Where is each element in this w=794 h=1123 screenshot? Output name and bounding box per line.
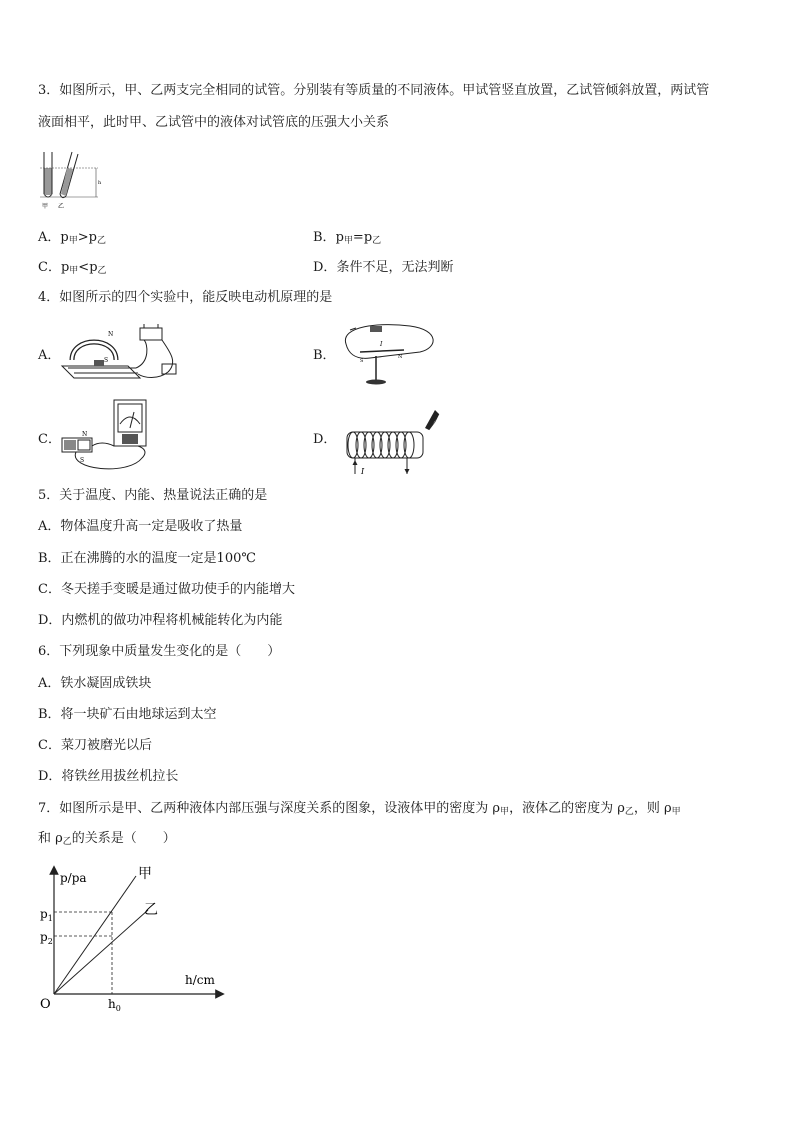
q5-stem: 5．关于温度、内能、热量说法正确的是 [38,488,268,503]
q3-option-b[interactable]: B．$p_甲=p_乙$ [313,230,382,246]
q4-d-i-letter: I [361,467,365,476]
q4-b-s-letter: S [360,358,364,364]
q4-figure-b-oersted [340,322,440,392]
q6-option-a[interactable]: A．铁水凝固成铁块 [38,676,152,691]
q3-fig-label-jia: 甲 [42,203,49,210]
q7-label-jia: 甲 [138,866,152,882]
q3-option-a[interactable]: A．$p_甲>p_乙$ [38,230,106,246]
q7-x-label: h/cm [185,973,215,987]
q3-option-d[interactable]: D．条件不足，无法判断 [313,260,454,275]
q6-stem: 6．下列现象中质量发生变化的是（ ） [38,644,281,659]
q7-line-yi [54,910,148,994]
q3-fig-label-yi: 乙 [58,203,65,210]
q4-stem: 4．如图所示的四个实验中，能反映电动机原理的是 [38,290,333,305]
q6-option-b[interactable]: B．将一块矿石由地球运到太空 [38,707,217,722]
q5-option-d[interactable]: D．内燃机的做功冲程将机械能转化为内能 [38,613,283,628]
q7-h0: $h_0$ [108,997,121,1013]
q4-figure-a-magnet-rails [58,322,183,384]
q6-option-c[interactable]: C．菜刀被磨光以后 [38,738,152,753]
q3-option-c[interactable]: C．$p_甲<p_乙$ [38,260,107,276]
q7-origin: O [40,997,51,1012]
q7-p2: $p_2$ [40,930,53,946]
q4-option-c-label[interactable]: C． [38,432,61,447]
q4-figure-c-generator [58,398,163,478]
q4-figure-d-solenoid [343,406,443,478]
q3-stem-line2: 液面相平，此时甲、乙试管中的液体对试管底的压强大小关系 [38,115,390,130]
q5-option-b[interactable]: B．正在沸腾的水的温度一定是100℃ [38,551,256,566]
q4-option-d-label[interactable]: D． [313,432,337,447]
q4-b-i-letter: I [380,341,383,348]
q5-option-c[interactable]: C．冬天搓手变暖是通过做功使手的内能增大 [38,582,295,597]
q7-pressure-depth-graph [30,860,240,1020]
q7-p1: $p_1$ [40,907,53,923]
q4-a-s-letter: S [104,357,109,364]
q6-option-d[interactable]: D．将铁丝用拔丝机拉长 [38,769,179,784]
q7-stem-line2: 和 $\rho_乙$的关系是（ ） [38,831,176,847]
q7-y-label: p/pa [60,871,87,885]
q3-test-tube-figure [38,150,108,212]
q4-a-n-letter: N [108,331,114,338]
q3-stem-line1: 3．如图所示，甲、乙两支完全相同的试管。分别装有等质量的不同液体。甲试管竖直放置，乙试管倾斜放置，两试管 [38,83,710,98]
q7-line-jia [54,876,136,994]
q3-fig-h: h [98,180,102,186]
q4-option-b-label[interactable]: B． [313,348,336,363]
q4-c-s-letter: S [80,457,85,464]
q7-stem-line1: 7．如图所示是甲、乙两种液体内部压强与深度关系的图象，设液体甲的密度为 $\rho_甲$，液体乙的密度为 $\rho_乙$，则 $\rho_甲$ [38,801,681,817]
q4-b-n-letter: N [398,354,403,360]
q5-option-a[interactable]: A．物体温度升高一定是吸收了热量 [38,519,243,534]
q4-option-a-label[interactable]: A． [38,348,61,363]
q7-label-yi: 乙 [144,902,158,918]
q4-c-n-letter: N [82,431,88,438]
